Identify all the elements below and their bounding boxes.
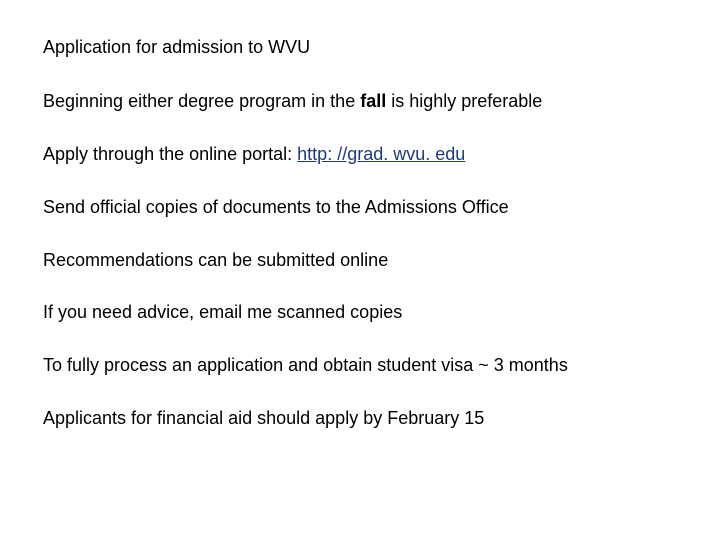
documents-line: Send official copies of documents to the Admissions Office	[43, 197, 509, 217]
financial-aid-line: Applicants for financial aid should apply by February 15	[43, 408, 485, 428]
advice-line: If you need advice, email me scanned copies	[43, 302, 403, 322]
portal-line	[43, 143, 465, 165]
fall-emphasis: fall	[360, 91, 387, 111]
visa-line: To fully process an application and obtain student visa ~ 3 months	[43, 355, 568, 375]
fall-line-after: is highly preferable	[386, 91, 543, 111]
portal-prefix: Apply through the online portal:	[43, 144, 298, 164]
page-title: Application for admission to WVU	[43, 37, 311, 57]
fall-preference-line	[43, 90, 542, 112]
portal-link[interactable]: http: //grad. wvu. edu	[297, 144, 466, 164]
fall-line-before: Beginning either degree program in the	[43, 91, 361, 111]
recommendations-line: Recommendations can be submitted online	[43, 250, 389, 270]
